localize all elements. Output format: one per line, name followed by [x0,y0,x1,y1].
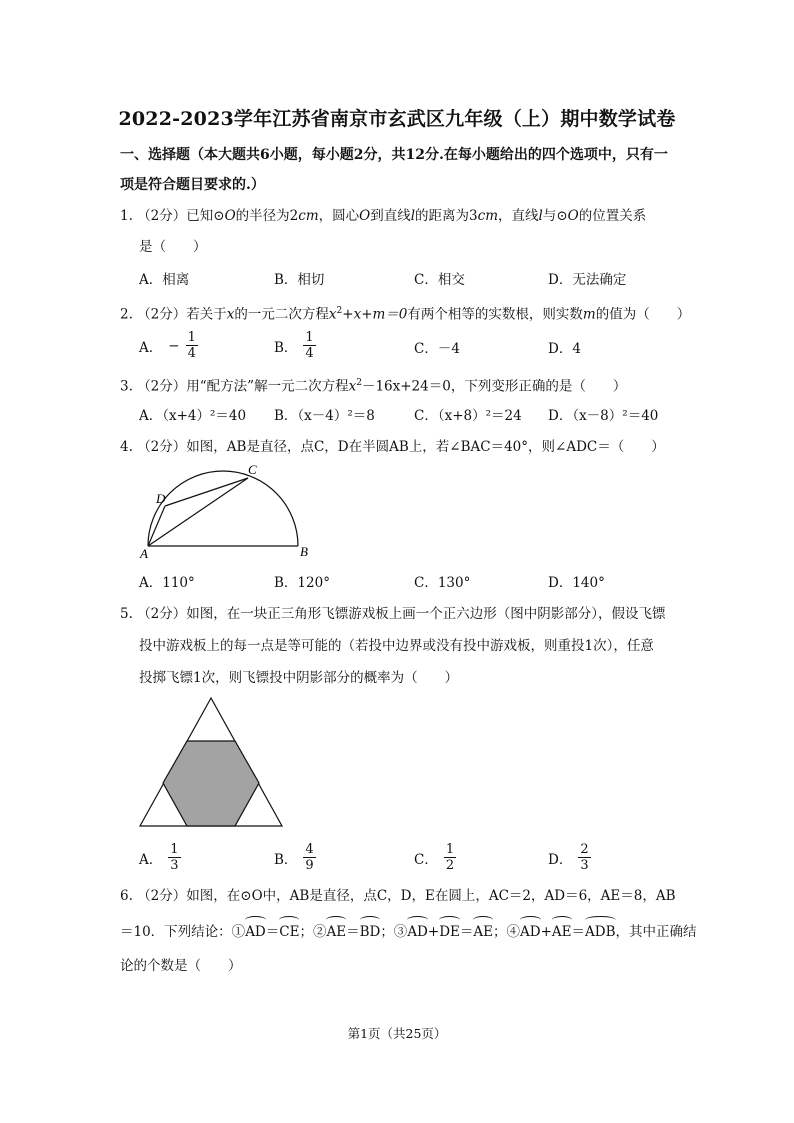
question-1: 1. （2分）已知⊙O的半径为2cm，圆心O到直线l的距离为3cm，直线l与⊙O的位置关系 [120,208,647,224]
question-6-line3: 论的个数是（ ） [120,958,242,974]
fraction: $\frac{2}{3}$ [580,842,589,873]
question-5-options [139,842,679,878]
question-3: 3. （2分）用“配方法”解一元二次方程$x^2-16x+24=0$，下列变形正确的是（ ） [120,378,627,395]
arc: BD [360,921,381,943]
label-a: A [140,546,148,561]
question-score: （2分） [137,208,187,224]
question-4-options [139,571,679,601]
arc: ADB [585,921,616,943]
arc: AE [552,921,572,943]
label-b: B [300,544,308,559]
page-title: 2022-2023学年江苏省南京市玄武区九年级（上）期中数学试卷 [118,108,676,130]
option-d[interactable]: D．无法确定 [548,272,627,288]
option-c[interactable]: C．相交 [414,272,465,288]
option-a[interactable]: A． $\frac{1}{3}$ [139,842,179,873]
arc: DE [439,921,460,943]
question-5-line2: 投中游戏板上的每一点是等可能的（若投中边界或没有投中游戏板，则重投1次），任意 [139,638,654,654]
option-b[interactable]: B．（x－4）²＝8 [274,408,375,424]
question-5: 5. （2分）如图，在一块正三角形飞镖游戏板上画一个正六边形（图中阴影部分），假设飞镖 [120,606,666,622]
triangle-hexagon-figure [136,694,286,830]
question-3-options [139,404,679,434]
fraction: $\frac{1}{2}$ [445,842,455,873]
question-6-line2: ＝10．下列结论：①AD＝CE；②AE＝BD；③AD+DE＝AE；④AD+AE＝ADB，其中正确结 [120,921,690,943]
question-2: 2. （2分）若关于x的一元二次方程$x^2+x+m=0$有两个相等的实数根，则实数m的值为（ ） [120,306,691,323]
option-d[interactable]: D． $\frac{2}{3}$ [548,842,589,873]
label-c: C [248,462,257,477]
question-1-line2: 是（ ） [139,239,207,255]
arc: AE [326,921,346,943]
question-2-options [139,330,679,366]
fraction: $\frac{1}{3}$ [170,842,179,873]
semicircle-arc [148,471,298,546]
arc: AD [520,921,541,943]
option-a[interactable]: A．相离 [139,272,190,288]
chord-dc [165,478,248,506]
arc: AD [245,921,266,943]
option-a[interactable]: A．110° [139,575,195,591]
semicircle-figure [138,458,328,562]
arc: AD [407,921,428,943]
section-header-line1: 一、选择题（本大题共6小题，每小题2分，共12分.在每小题给出的四个选项中，只有一 [120,147,668,163]
option-c[interactable]: C．－4 [414,341,460,357]
option-b[interactable]: B．120° [274,575,330,591]
question-1-options [139,268,679,298]
fraction: $\frac{1}{4}$ [187,330,196,361]
question-5-line3: 投掷飞镖1次，则飞镖投中阴影部分的概率为（ ） [139,670,459,686]
arc: AE [473,921,493,943]
question-6: 6. （2分）如图，在⊙O中，AB是直径，点C，D，E在圆上，AC＝2，AD＝6，AE＝8，AB [120,888,676,904]
option-c[interactable]: C． $\frac{1}{2}$ [414,842,455,873]
question-4: 4. （2分）如图，AB是直径，点C，D在半圆AB上，若∠BAC＝40°，则∠ADC＝（ ） [120,439,665,455]
page-footer: 第1页（共25页） [347,1026,447,1041]
option-d[interactable]: D．（x－8）²＝40 [548,408,659,424]
option-b[interactable]: B． $\frac{4}{9}$ [274,842,314,873]
option-d[interactable]: D．4 [548,341,581,357]
label-d: D [156,491,166,506]
shaded-hexagon [163,741,259,826]
option-a[interactable]: A． − $\frac{1}{4}$ [139,330,196,361]
fraction: $\frac{1}{4}$ [305,330,314,361]
option-b[interactable]: B． $\frac{1}{4}$ [274,330,314,361]
option-c[interactable]: C．130° [414,575,471,591]
section-header-line2: 项是符合题目要求的.） [120,177,265,193]
fraction: $\frac{4}{9}$ [305,842,314,873]
question-number: 1. [120,208,133,224]
option-c[interactable]: C．（x+8）²＝24 [414,408,522,424]
option-a[interactable]: A．（x+4）²＝40 [139,408,247,424]
option-b[interactable]: B．相切 [274,272,325,288]
option-d[interactable]: D．140° [548,575,605,591]
arc: CE [279,921,299,943]
